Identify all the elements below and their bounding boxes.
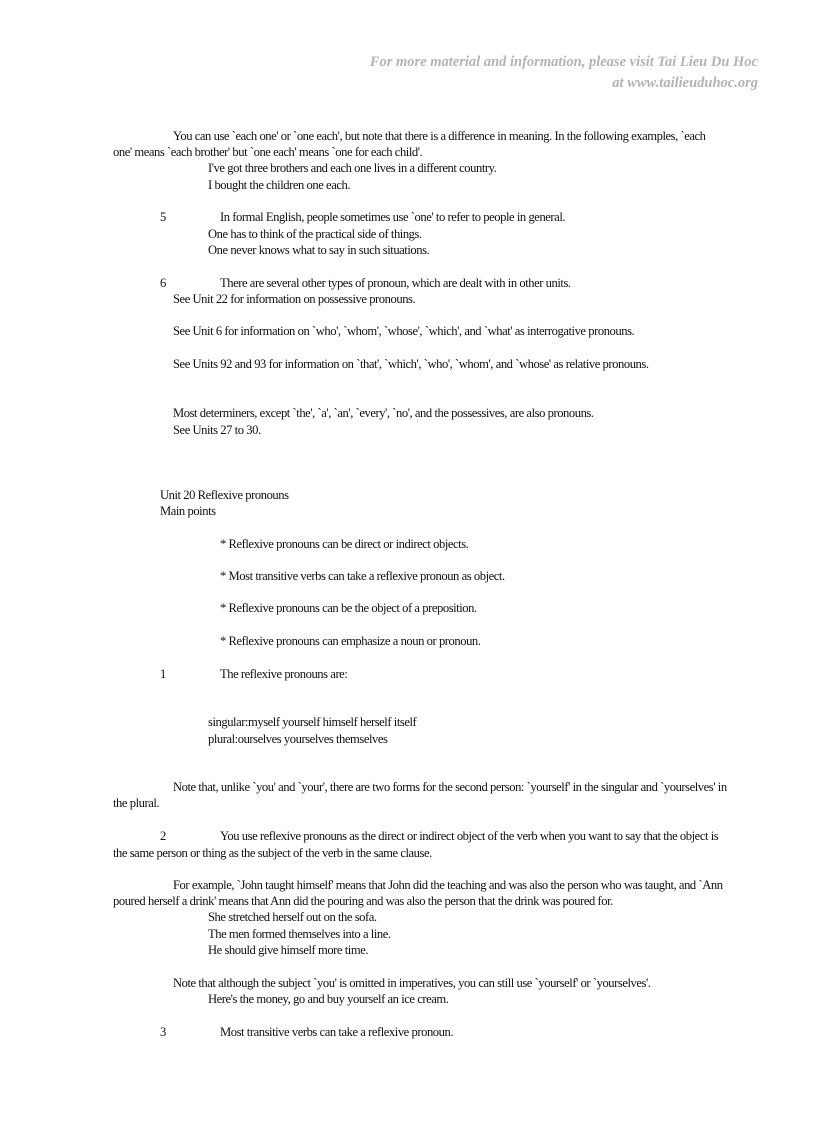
section-5-text: In formal English, people sometimes use `one' to refer to people in general. [220,210,566,224]
see-also-line: See Unit 22 for information on possessive pronouns. [173,292,416,306]
main-points-heading: Main points [160,504,216,518]
section-2-text-line-2: the same person or thing as the subject of the verb in the same clause. [113,846,432,860]
section-1-text: The reflexive pronouns are: [220,667,348,681]
each-one-paragraph-line-1: You can use `each one' or `one each', but note that there is a difference in meaning. In the following examples, `each [173,129,706,143]
plural-forms: plural:ourselves yourselves themselves [208,732,388,746]
section-2-example-line-1: For example, `John taught himself' means that John did the teaching and was also the person who was taught, and `Ann [173,878,723,892]
main-point-item: * Most transitive verbs can take a reflexive pronoun as object. [220,569,505,583]
imperative-note: Note that although the subject `you' is omitted in imperatives, you can still use `yourself' or `yourselves'. [173,976,651,990]
section-number: 6 [160,276,166,290]
main-point-item: * Reflexive pronouns can emphasize a noun or pronoun. [220,634,481,648]
each-one-paragraph-line-2: one' means `each brother' but `one each' means `one for each child'. [113,145,423,159]
main-point-item: * Reflexive pronouns can be direct or indirect objects. [220,537,469,551]
see-also-line: See Units 92 and 93 for information on `that', `which', `who', `whom', and `whose' as relative pronouns. [173,357,649,371]
second-person-note-line-2: the plural. [113,796,160,810]
section-6-text: There are several other types of pronoun, which are dealt with in other units. [220,276,571,290]
second-person-note-line-1: Note that, unlike `you' and `your', there are two forms for the second person: `yourself' in the singular and `yourselves' in [173,780,727,794]
example-line: Here's the money, go and buy yourself an ice cream. [208,992,449,1006]
header-line-1: For more material and information, please visit Tai Lieu Du Hoc [369,54,758,70]
unit-title: Unit 20 Reflexive pronouns [160,488,289,502]
example-line: One has to think of the practical side of things. [208,227,422,241]
example-line: I bought the children one each. [208,178,351,192]
see-also-line: See Units 27 to 30. [173,423,261,437]
main-point-item: * Reflexive pronouns can be the object of a preposition. [220,601,477,615]
site-header [370,52,758,94]
example-line: I've got three brothers and each one lives in a different country. [208,161,497,175]
section-number: 1 [160,667,166,681]
example-line: The men formed themselves into a line. [208,927,391,941]
example-line: He should give himself more time. [208,943,369,957]
see-also-line: See Unit 6 for information on `who', `whom', `whose', `which', and `what' as interrogative pronouns. [173,324,635,338]
singular-forms: singular:myself yourself himself herself itself [208,715,417,729]
section-number: 3 [160,1025,166,1039]
section-2-example-line-2: poured herself a drink' means that Ann did the pouring and was also the person that the drink was poured for. [113,894,613,908]
section-number: 5 [160,210,166,224]
header-line-2: at www.tailieuduhoc.org [612,75,758,91]
section-2-text-line-1: You use reflexive pronouns as the direct or indirect object of the verb when you want to say that the object is [220,829,719,843]
example-line: She stretched herself out on the sofa. [208,910,377,924]
section-number: 2 [160,829,166,843]
determiners-note: Most determiners, except `the', `a', `an', `every', `no', and the possessives, are also pronouns. [173,406,594,420]
section-3-text: Most transitive verbs can take a reflexive pronoun. [220,1025,454,1039]
example-line: One never knows what to say in such situations. [208,243,430,257]
